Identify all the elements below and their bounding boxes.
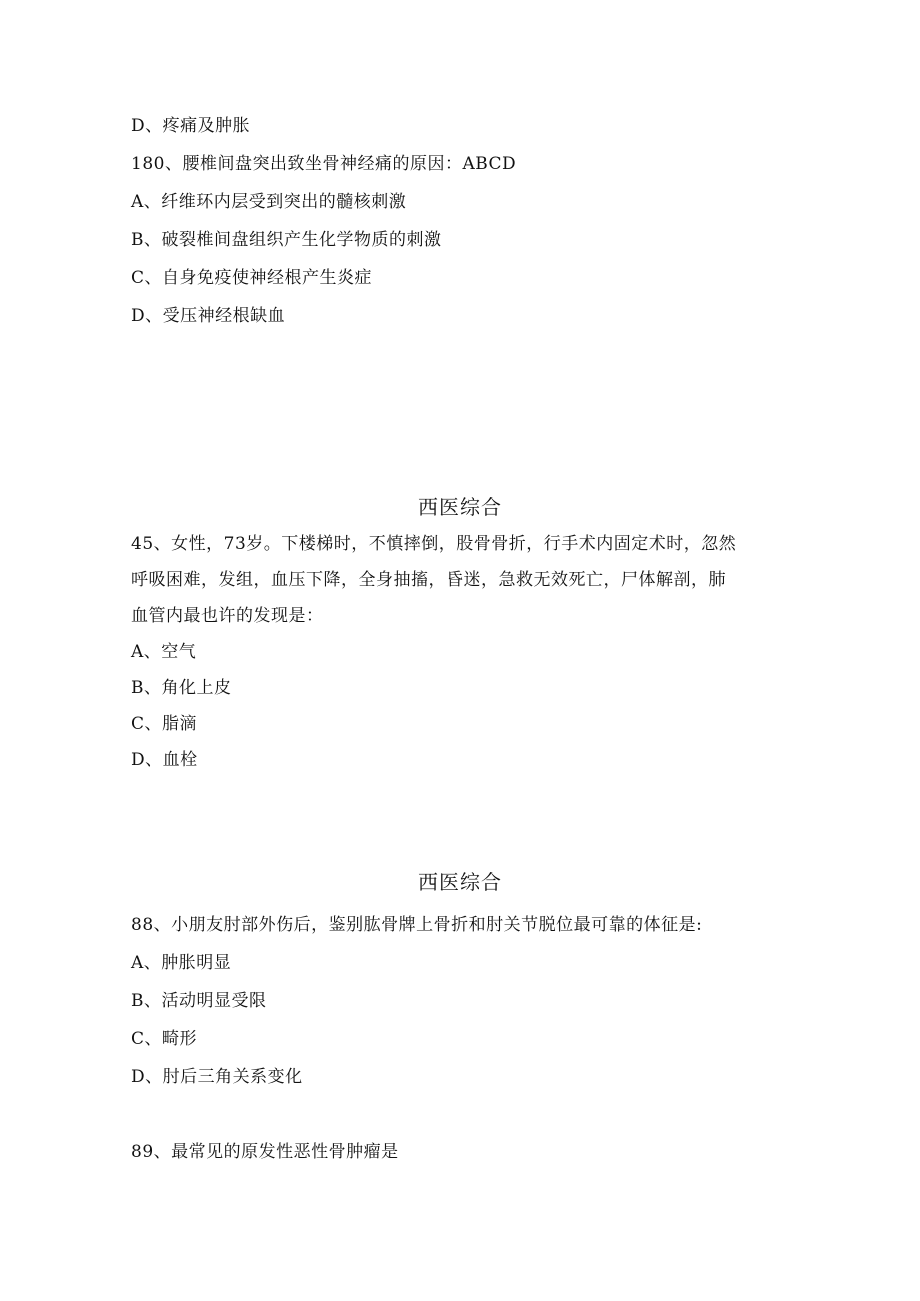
option-line: D、受压神经根缺血 [131, 306, 286, 326]
section-title: 西医综合 [418, 870, 502, 894]
option-line: C、自身免疫使神经根产生炎症 [131, 268, 373, 288]
option-line: B、角化上皮 [131, 678, 232, 698]
option-line: D、肘后三角关系变化 [131, 1067, 303, 1087]
section-title: 西医综合 [418, 495, 502, 519]
option-line: C、畸形 [131, 1029, 198, 1049]
question-line: 呼吸困难，发组，血压下降，全身抽搐，昏迷，急救无效死亡，尸体解剖，肺 [131, 570, 726, 590]
question-line: 45、女性，73岁。下楼梯时，不慎摔倒，股骨骨折，行手术内固定术时，忽然 [131, 534, 737, 554]
option-line: A、纤维环内层受到突出的髓核刺激 [131, 192, 407, 212]
option-line: D、疼痛及肿胀 [131, 116, 251, 136]
option-line: D、血栓 [131, 750, 198, 770]
option-line: A、肿胀明显 [131, 953, 232, 973]
option-line: A、空气 [131, 642, 197, 662]
question-line: 88、小朋友肘部外伤后，鉴别肱骨牌上骨折和肘关节脱位最可靠的体征是: [131, 915, 703, 935]
question-line: 89、最常见的原发性恶性骨肿瘤是 [131, 1142, 399, 1162]
question-line: 血管内最也许的发现是： [131, 606, 324, 626]
option-line: B、破裂椎间盘组织产生化学物质的刺激 [131, 230, 442, 250]
option-line: C、脂滴 [131, 714, 198, 734]
option-line: B、活动明显受限 [131, 991, 267, 1011]
question-line: 180、腰椎间盘突出致坐骨神经痛的原因：ABCD [131, 154, 517, 174]
